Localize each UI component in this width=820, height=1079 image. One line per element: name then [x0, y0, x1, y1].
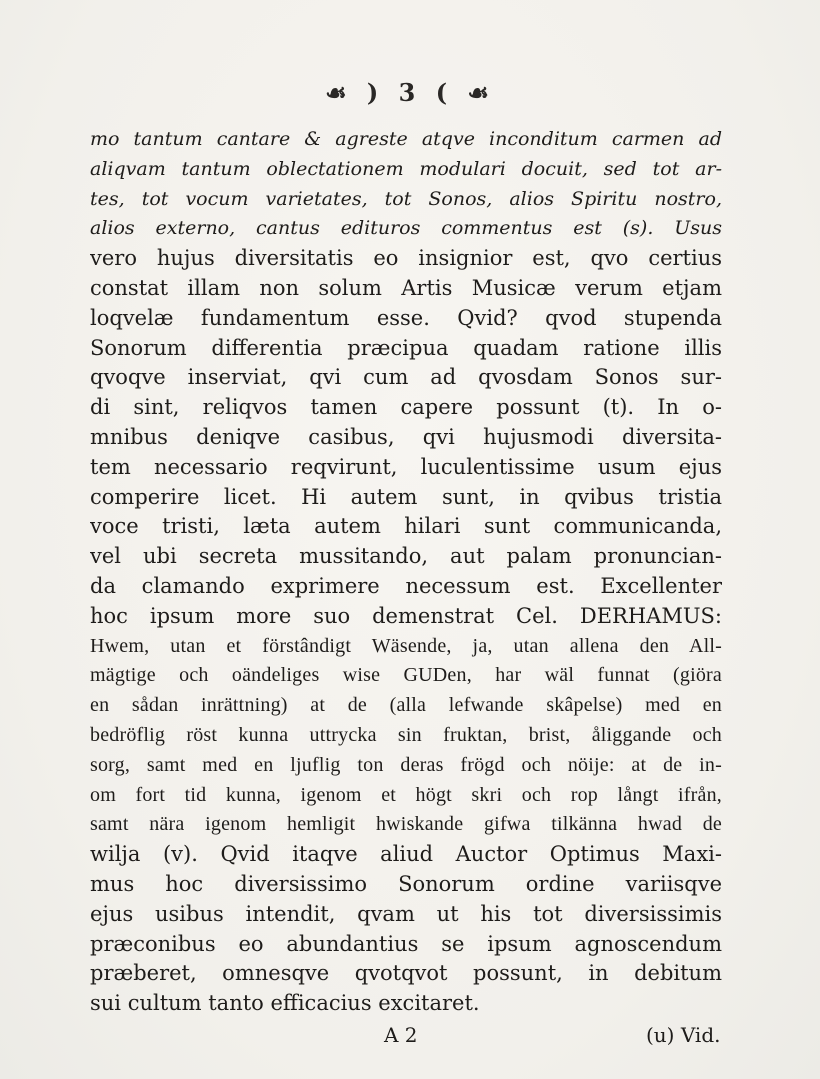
text-line: Hwem, utan et förstândigt Wäsende, ja, utan allena den All-: [90, 634, 722, 657]
text-line: mo tantum cantare & agreste atqve inconditum carmen ad: [90, 128, 722, 150]
text-line: voce tristi, læta autem hilari sunt communicanda,: [90, 514, 722, 539]
text-line: om fort tid kunna, igenom et högt skri och rop långt ifrån,: [90, 783, 722, 806]
text-line: præconibus eo abundantius se ipsum agnoscendum: [90, 931, 722, 956]
text-line: aliqvam tantum oblectationem modulari docuit, sed tot ar-: [90, 157, 722, 180]
text-line: mägtige och oändeliges wise GUDen, har wäl funnat (giöra: [90, 664, 722, 687]
page-header-ornament: ☙ ) 3 ( ☙: [325, 78, 495, 107]
signature-mark: A 2: [384, 1023, 418, 1047]
text-line: da clamando exprimere necessum est. Excellenter: [90, 573, 722, 598]
text-line: samt nära igenom hemligit hwiskande gifwa tilkänna hwad de: [90, 813, 722, 836]
text-line: sui cultum tanto efficacius excitaret.: [90, 991, 480, 1016]
text-line: vero hujus diversitatis eo insignior est, qvo certius: [90, 246, 722, 271]
text-line: sorg, samt med en ljuflig ton deras frögd och nöije: at de in-: [90, 753, 722, 776]
text-line: vel ubi secreta mussitando, aut palam pronuncian-: [90, 544, 722, 569]
text-line: loqvelæ fundamentum esse. Qvid? qvod stupenda: [90, 305, 722, 330]
text-line: comperire licet. Hi autem sunt, in qvibus tristia: [90, 484, 722, 509]
body-text: [90, 125, 722, 1019]
text-line: bedröflig röst kunna uttrycka sin fruktan, brist, åliggande och: [90, 723, 722, 746]
text-line: præberet, omnesqve qvotqvot possunt, in debitum: [90, 961, 722, 986]
text-line: alios externo, cantus edituros commentus est (s). Usus: [90, 217, 722, 240]
catchword: (u) Vid.: [646, 1023, 721, 1047]
text-line: tem necessario reqvirunt, luculentissime usum ejus: [90, 454, 722, 479]
text-line: ejus usibus intendit, qvam ut his tot diversissimis: [90, 901, 722, 926]
text-line: hoc ipsum more suo demenstrat Cel. DERHAMUS:: [90, 603, 722, 628]
text-line: mnibus deniqve casibus, qvi hujusmodi diversita-: [90, 424, 722, 449]
text-line: wilja (v). Qvid itaqve aliud Auctor Optimus Maxi-: [90, 842, 722, 867]
text-line: qvoqve inserviat, qvi cum ad qvosdam Sonos sur-: [90, 365, 722, 390]
text-line: constat illam non solum Artis Musicæ verum etjam: [90, 275, 722, 300]
text-line: di sint, reliqvos tamen capere possunt (t). In o-: [90, 395, 722, 420]
text-line: mus hoc diversissimo Sonorum ordine variisqve: [90, 871, 722, 896]
text-line: Sonorum differentia præcipua quadam ratione illis: [90, 335, 722, 360]
text-line: tes, tot vocum varietates, tot Sonos, alios Spiritu nostro,: [90, 187, 722, 210]
text-line: en sådan inrättning) at de (alla lefwande skâpelse) med en: [90, 694, 722, 717]
page-footer: [0, 1023, 820, 1053]
